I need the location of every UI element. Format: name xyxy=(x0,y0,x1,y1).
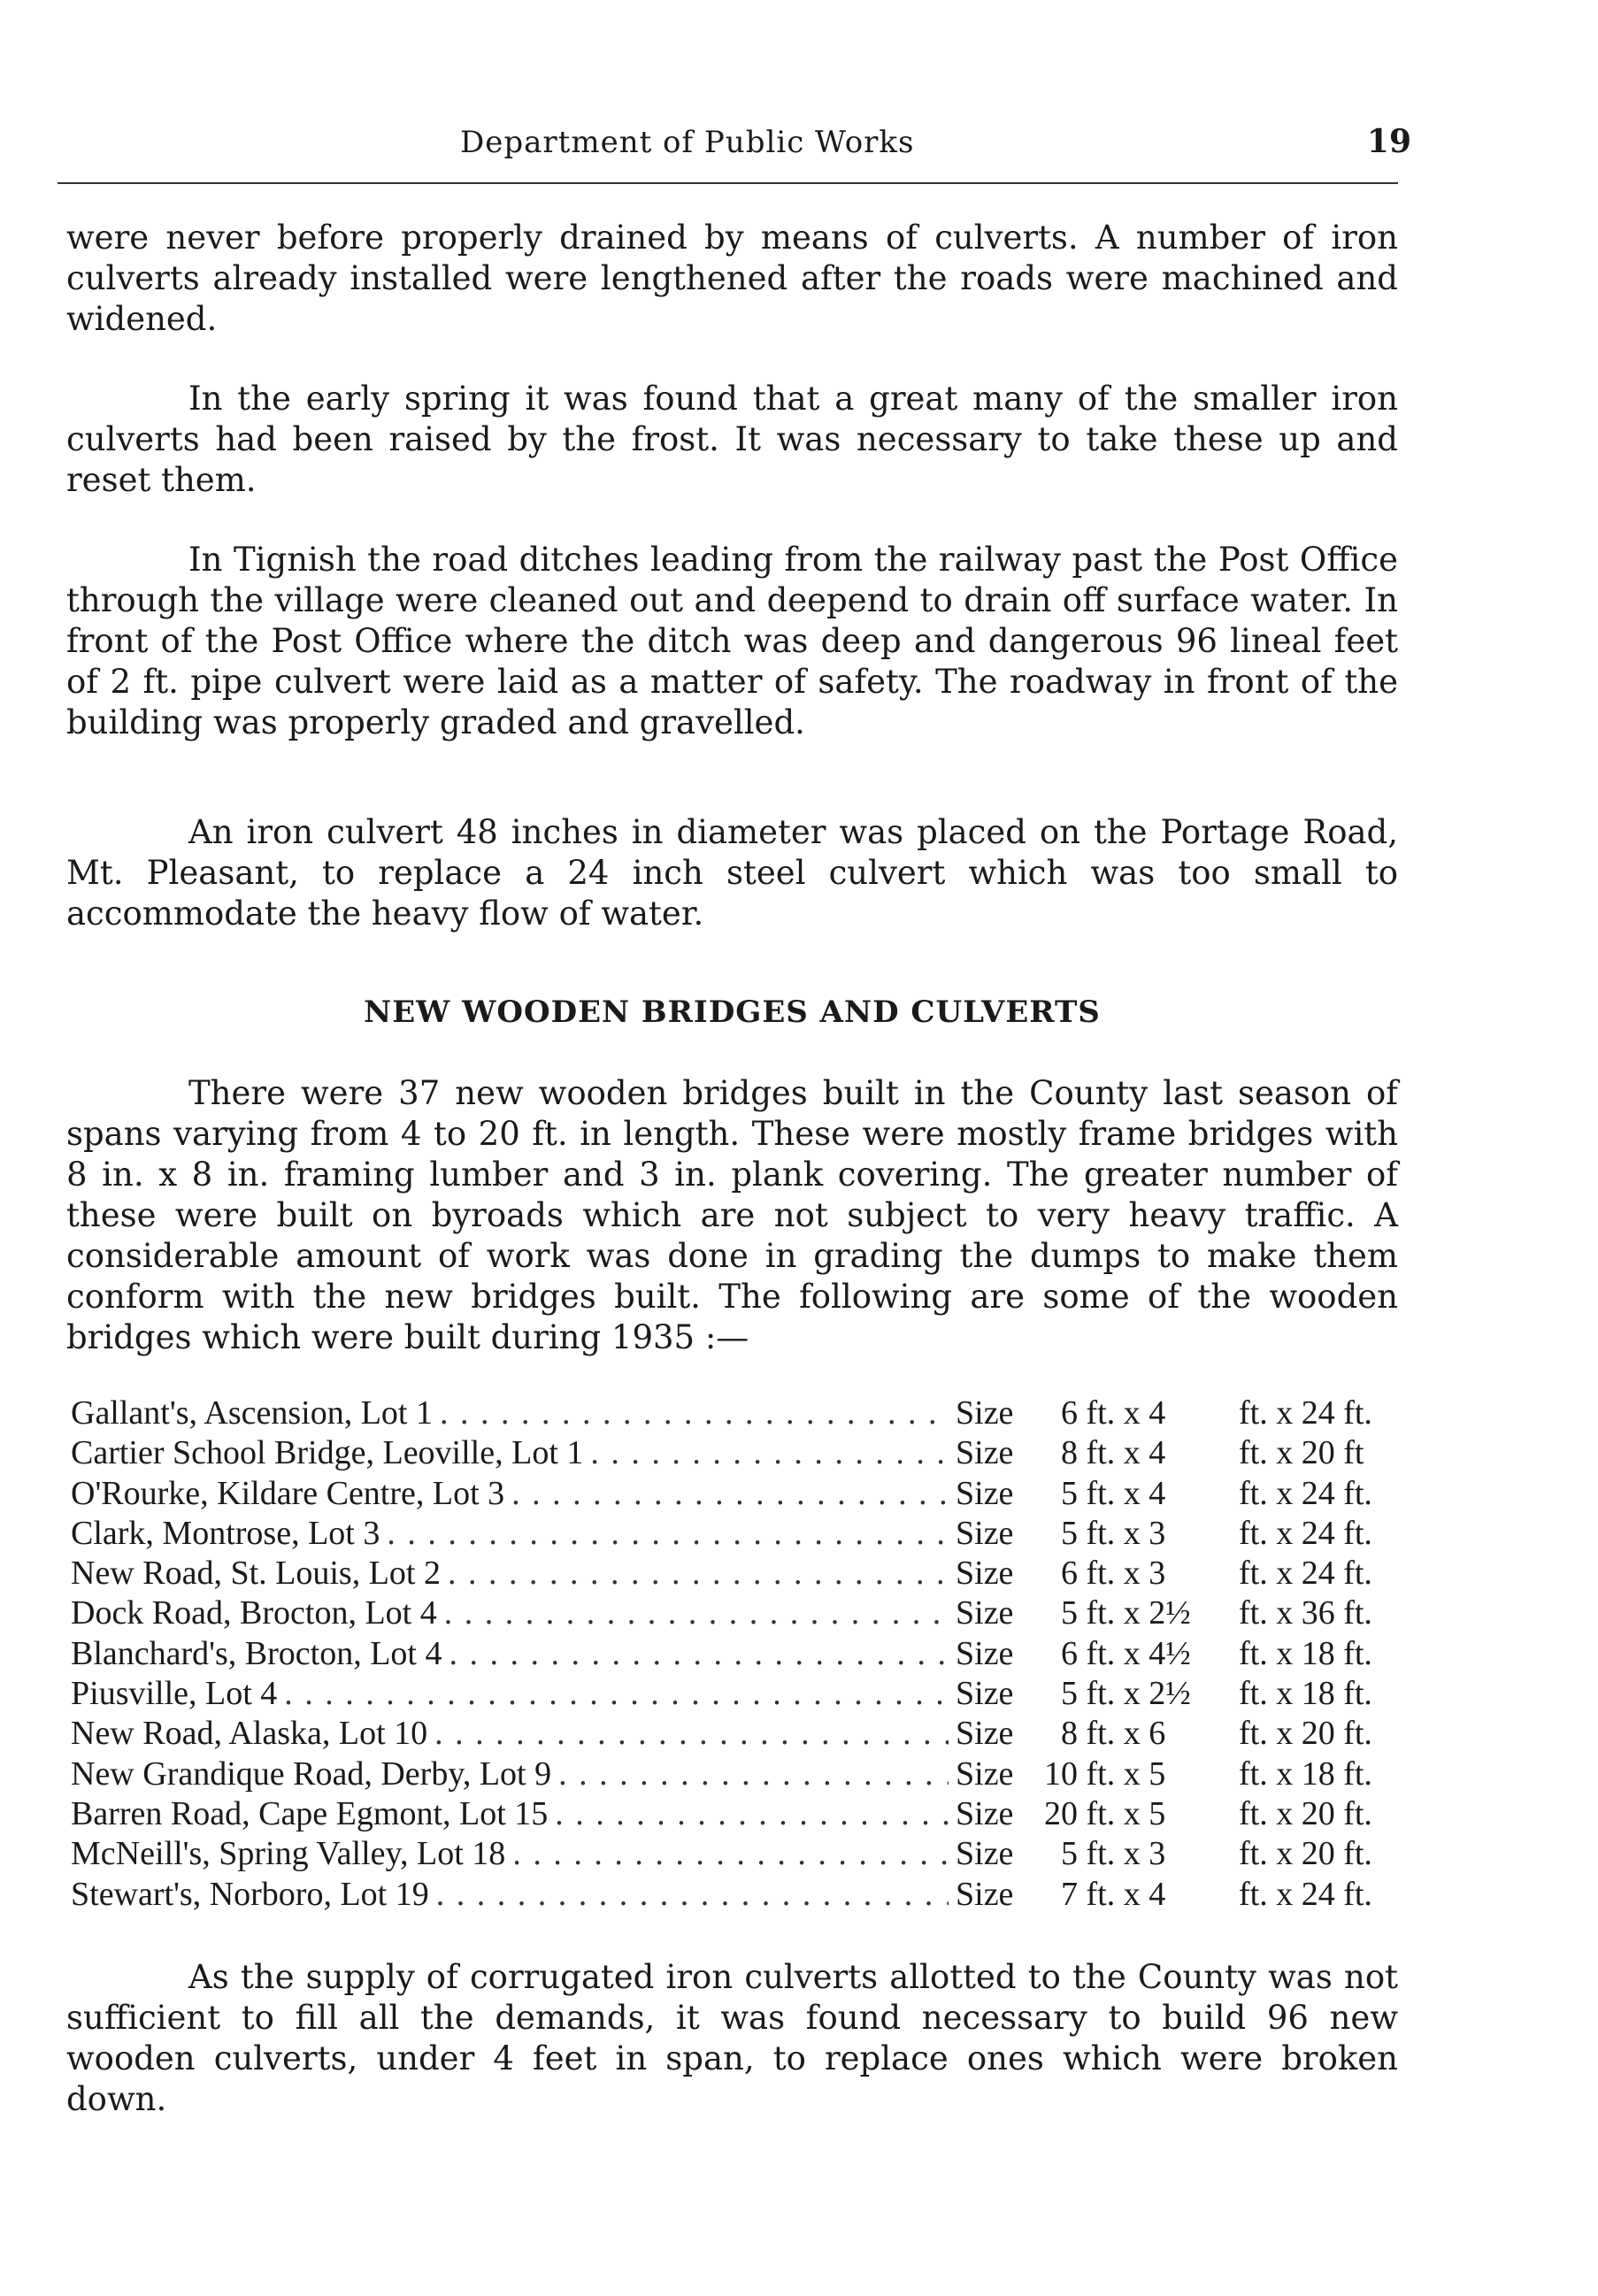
span-length: 10 xyxy=(1044,1755,1078,1793)
span-width: 18 ft. xyxy=(1301,1634,1372,1672)
span-height: 4 xyxy=(1149,1474,1166,1512)
section-heading: NEW WOODEN BRIDGES AND CULVERTS xyxy=(364,994,1101,1030)
span-height: 3 xyxy=(1149,1555,1166,1593)
span-length: 5 xyxy=(1061,1594,1078,1632)
bridge-row xyxy=(71,1593,1407,1633)
bridge-name: McNeill's, Spring Valley, Lot 18 xyxy=(71,1835,506,1873)
dimension-span: 8 ft. x 4 xyxy=(1035,1433,1221,1472)
paragraph-text: As the supply of corrugated iron culverts allotted to the County was not sufficient to fill all the demands, it was found necessary to build 96 new wooden culverts, under 4 feet in span, to replace ones which were broken down. xyxy=(66,1958,1398,2118)
span-height: 6 xyxy=(1149,1715,1166,1753)
bridge-name: O'Rourke, Kildare Centre, Lot 3 xyxy=(71,1474,505,1512)
dot-leader xyxy=(448,1554,949,1593)
span-length: 6 xyxy=(1061,1394,1078,1432)
header-rule xyxy=(58,182,1398,184)
dot-leader xyxy=(555,1794,949,1833)
paragraph-text: There were 37 new wooden bridges built in the County last season of spans varying from 4 to 20 ft. in length. These were mostly frame bridges with 8 in. x 8 in. framing lumber and 3 in. plank covering. The greater number of these were built on byroads which are not subject to very heavy traffic. A considerable amount of work was done in grading the dumps to make them conform with the new bridges built. The following are some of the wooden bridges which were built during 1935 :— xyxy=(66,1074,1398,1356)
bridge-name: Stewart's, Norboro, Lot 19 xyxy=(71,1875,429,1913)
dot-leader xyxy=(387,1514,949,1553)
size-label: Size xyxy=(956,1675,1014,1713)
dimension-span: 10 ft. x 5 xyxy=(1035,1755,1221,1793)
dot-leader xyxy=(449,1634,949,1673)
span-length: 6 xyxy=(1061,1555,1078,1593)
dimension-width: ft. x 24 ft. xyxy=(1239,1875,1372,1913)
size-label: Size xyxy=(956,1474,1014,1512)
dot-leader xyxy=(284,1674,949,1713)
dot-leader xyxy=(590,1433,949,1472)
span-width: 24 ft. xyxy=(1301,1394,1372,1432)
bridge-row xyxy=(71,1514,1407,1554)
dot-leader xyxy=(511,1474,949,1513)
dimension-width: ft. x 20 ft. xyxy=(1239,1794,1372,1832)
dimension-width: ft. x 24 ft. xyxy=(1239,1555,1372,1593)
span-length: 20 xyxy=(1044,1794,1078,1832)
size-label: Size xyxy=(956,1514,1014,1552)
bridge-name: Cartier School Bridge, Leoville, Lot 1 xyxy=(71,1434,584,1472)
bridge-row xyxy=(71,1474,1407,1514)
span-height: 4 xyxy=(1149,1875,1166,1913)
span-length: 6 xyxy=(1061,1634,1078,1672)
bridge-row xyxy=(71,1755,1407,1794)
dimension-span: 6 ft. x 3 xyxy=(1035,1554,1221,1593)
paragraph-text: were never before properly drained by means of culverts. A number of iron culverts already installed were lengthened after the roads were machined and widened. xyxy=(66,219,1398,338)
dimension-width: ft. x 20 ft. xyxy=(1239,1715,1372,1753)
page-number: 19 xyxy=(1366,123,1411,160)
bridge-name: New Road, St. Louis, Lot 2 xyxy=(71,1555,441,1593)
dimension-span: 6 ft. x 4½ xyxy=(1035,1634,1221,1673)
span-height: 4½ xyxy=(1149,1634,1191,1672)
span-length: 5 xyxy=(1061,1474,1078,1512)
bridge-row xyxy=(71,1433,1407,1473)
span-height: 3 xyxy=(1149,1514,1166,1552)
size-label: Size xyxy=(956,1634,1014,1672)
bridge-row xyxy=(71,1875,1407,1915)
span-length: 8 xyxy=(1061,1434,1078,1472)
paragraph-wooden-bridges xyxy=(66,1073,1398,1358)
dot-leader xyxy=(512,1834,949,1873)
size-label: Size xyxy=(956,1715,1014,1753)
dot-leader xyxy=(440,1394,949,1432)
dimension-width: ft. x 24 ft. xyxy=(1239,1394,1372,1432)
span-height: 5 xyxy=(1149,1755,1166,1793)
size-label: Size xyxy=(956,1394,1014,1432)
size-label: Size xyxy=(956,1755,1014,1793)
dot-leader xyxy=(444,1593,949,1632)
dimension-span: 5 ft. x 2½ xyxy=(1035,1674,1221,1713)
paragraph-portage-road xyxy=(66,812,1398,934)
dimension-span: 5 ft. x 2½ xyxy=(1035,1593,1221,1632)
bridge-row xyxy=(71,1634,1407,1674)
paragraph-frost xyxy=(66,379,1398,501)
span-height: 3 xyxy=(1149,1835,1166,1873)
dimension-span: 5 ft. x 4 xyxy=(1035,1474,1221,1513)
bridge-name: Blanchard's, Brocton, Lot 4 xyxy=(71,1634,442,1672)
span-height: 4 xyxy=(1149,1394,1166,1432)
span-width: 18 ft. xyxy=(1301,1675,1372,1713)
dimension-width: ft. x 18 ft. xyxy=(1239,1675,1372,1713)
dimension-width: ft. x 20 ft xyxy=(1239,1434,1364,1472)
dot-leader xyxy=(436,1875,949,1914)
bridge-name: Dock Road, Brocton, Lot 4 xyxy=(71,1594,437,1632)
dimension-span: 5 ft. x 3 xyxy=(1035,1514,1221,1553)
paragraph-text: In the early spring it was found that a great many of the smaller iron culverts had been raised by the frost. It was necessary to take these up and reset them. xyxy=(66,380,1398,499)
span-height: 2½ xyxy=(1149,1675,1191,1713)
size-label: Size xyxy=(956,1555,1014,1593)
span-length: 8 xyxy=(1061,1715,1078,1753)
page-header xyxy=(58,119,1411,173)
size-label: Size xyxy=(956,1875,1014,1913)
bridge-name: New Road, Alaska, Lot 10 xyxy=(71,1715,428,1753)
bridge-row xyxy=(71,1714,1407,1754)
dimension-width: ft. x 24 ft. xyxy=(1239,1514,1372,1552)
span-height: 5 xyxy=(1149,1794,1166,1832)
span-length: 5 xyxy=(1061,1514,1078,1552)
bridge-row xyxy=(71,1674,1407,1714)
bridge-name: Gallant's, Ascension, Lot 1 xyxy=(71,1394,433,1432)
span-width: 24 ft. xyxy=(1301,1875,1372,1913)
bridge-name: Piusville, Lot 4 xyxy=(71,1675,278,1713)
dimension-span: 6 ft. x 4 xyxy=(1035,1394,1221,1432)
span-width: 36 ft. xyxy=(1301,1594,1372,1632)
dimension-span: 7 ft. x 4 xyxy=(1035,1875,1221,1914)
size-label: Size xyxy=(956,1794,1014,1832)
paragraph-text: In Tignish the road ditches leading from the railway past the Post Office through the village were cleaned out and deepend to drain off surface water. In front of the Post Office where the ditch was deep and dangerous 96 lineal feet of 2 ft. pipe culvert were laid as a matter of safety. The roadway in front of the building was properly graded and gravelled. xyxy=(66,541,1398,741)
bridge-list xyxy=(71,1394,1407,1915)
size-label: Size xyxy=(956,1594,1014,1632)
span-width: 24 ft. xyxy=(1301,1474,1372,1512)
bridge-name: Barren Road, Cape Egmont, Lot 15 xyxy=(71,1794,549,1832)
dot-leader xyxy=(434,1714,949,1753)
bridge-name: Clark, Montrose, Lot 3 xyxy=(71,1514,380,1552)
size-label: Size xyxy=(956,1434,1014,1472)
dimension-width: ft. x 20 ft. xyxy=(1239,1835,1372,1873)
dimension-width: ft. x 18 ft. xyxy=(1239,1634,1372,1672)
span-length: 5 xyxy=(1061,1675,1078,1713)
bridge-row xyxy=(71,1554,1407,1593)
dimension-span: 5 ft. x 3 xyxy=(1035,1834,1221,1873)
span-width: 20 ft. xyxy=(1301,1835,1372,1873)
span-width: 20 ft. xyxy=(1301,1715,1372,1753)
span-length: 7 xyxy=(1061,1875,1078,1913)
bridge-row xyxy=(71,1394,1407,1433)
dimension-width: ft. x 24 ft. xyxy=(1239,1474,1372,1512)
paragraph-wooden-culverts xyxy=(66,1957,1398,2120)
paragraph-culverts-continued xyxy=(66,218,1398,340)
bridge-name: New Grandique Road, Derby, Lot 9 xyxy=(71,1755,552,1793)
dimension-span: 20 ft. x 5 xyxy=(1035,1794,1221,1833)
span-length: 5 xyxy=(1061,1835,1078,1873)
dot-leader xyxy=(558,1755,949,1793)
bridge-row xyxy=(71,1834,1407,1874)
dimension-width: ft. x 18 ft. xyxy=(1239,1755,1372,1793)
span-width: 20 ft. xyxy=(1301,1794,1372,1832)
paragraph-tignish xyxy=(66,540,1398,743)
dimension-span: 8 ft. x 6 xyxy=(1035,1714,1221,1753)
span-width: 18 ft. xyxy=(1301,1755,1372,1793)
span-width: 24 ft. xyxy=(1301,1555,1372,1593)
dimension-width: ft. x 36 ft. xyxy=(1239,1594,1372,1632)
span-height: 4 xyxy=(1149,1434,1166,1472)
span-width: 20 ft xyxy=(1301,1434,1364,1472)
bridge-row xyxy=(71,1794,1407,1834)
span-width: 24 ft. xyxy=(1301,1514,1372,1552)
size-label: Size xyxy=(956,1835,1014,1873)
paragraph-text: An iron culvert 48 inches in diameter was placed on the Portage Road, Mt. Pleasant, to replace a 24 inch steel culvert which was too small to accommodate the heavy flow of water. xyxy=(66,813,1398,933)
span-height: 2½ xyxy=(1149,1594,1191,1632)
running-title: Department of Public Works xyxy=(460,125,915,160)
